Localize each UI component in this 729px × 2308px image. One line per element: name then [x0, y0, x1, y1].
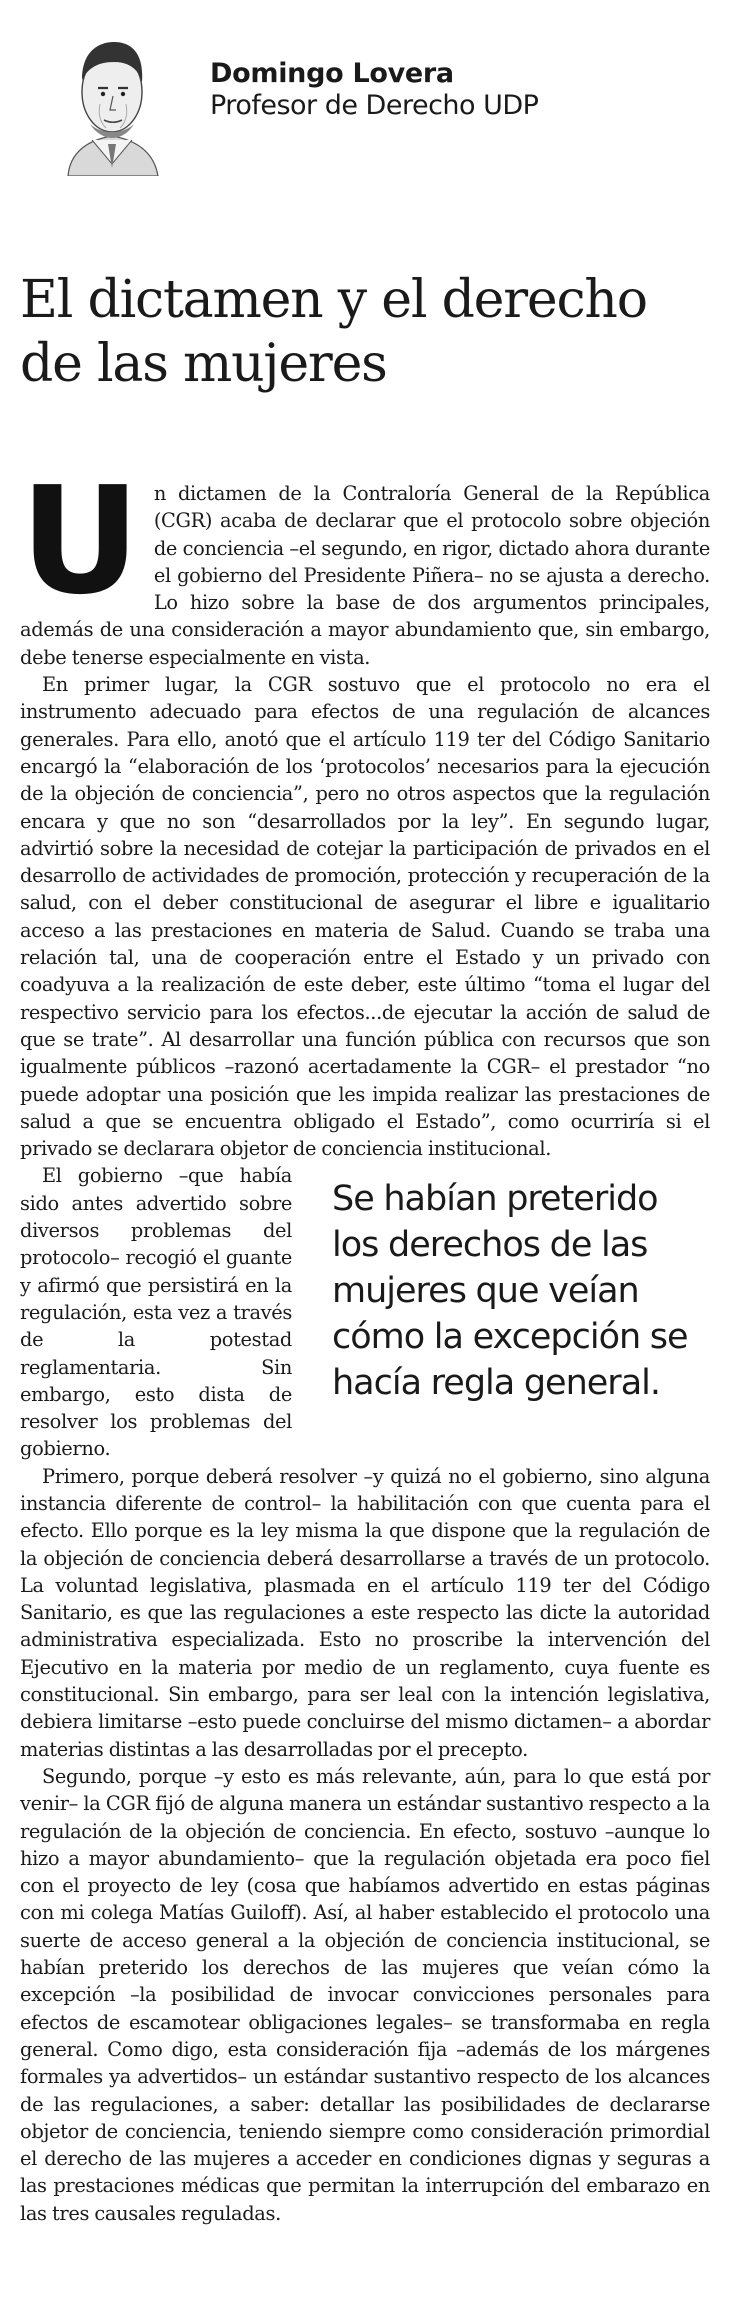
paragraph-3-text: El gobierno –que había sido antes advertido sobre diversos problemas del protocolo– recogió el guante y afirmó que persistirá en la regulación, esta vez a través de la potestad reglamentaria. Sin embargo, esto dista de resolver los problemas del gobierno.	[20, 1164, 292, 1461]
author-role: Profesor de Derecho UDP	[210, 90, 539, 121]
author-block	[30, 28, 710, 178]
pull-quote-line: cómo la excepción se	[332, 1317, 688, 1358]
headline-line-1: El dictamen y el derecho	[20, 270, 647, 330]
pull-quote	[310, 1170, 710, 1446]
pull-quote-line: mujeres que veían	[332, 1271, 639, 1312]
drop-cap: U	[20, 455, 140, 627]
author-portrait	[30, 28, 195, 176]
pull-quote-line: los derechos de las	[332, 1225, 648, 1266]
article-body	[20, 455, 710, 2227]
article-headline	[20, 268, 710, 396]
paragraph-3	[20, 1162, 710, 1462]
author-name: Domingo Lovera	[210, 58, 454, 89]
paragraph-5: Segundo, porque –y esto es más relevante, aún, para lo que está por venir– la CGR fijó de alguna manera un estándar sustantivo respecto a la regulación de la objeción de conciencia. En efecto, sostuvo –aunque lo hizo a mayor abundamiento– que la regulación objetada era poco fiel con el proyecto de ley (cosa que habíamos advertido en estas páginas con mi colega Matías Guiloff). Así, al haber establecido el protocolo una suerte de acceso general a la objeción de conciencia institucional, se habían preterido los derechos de las mujeres que veían cómo la excepción –la posibilidad de invocar convicciones personales para efectos de escamotear obligaciones legales– se transformaba en regla general. Como digo, esta consideración fija –además de los márgenes formales ya advertidos– un estándar sustantivo respecto de los alcances de las regulaciones, a saber: detallar las posibilidades de declararse objetor de conciencia, teniendo siempre como consideración primordial el derecho de las mujeres a acceder en condiciones dignas y seguras a las prestaciones médicas que permitan la interrupción del embarazo en las tres causales reguladas.	[20, 1764, 710, 2225]
paragraph-2: En primer lugar, la CGR sostuvo que el protocolo no era el instrumento adecuado para efectos de una regulación de alcances generales. Para ello, anotó que el artículo 119 ter del Código Sanitario encargó la “elaboración de los ‘protocolos’ necesarios para la ejecución de la objeción de conciencia”, pero no otros aspectos que la regulación encara y que no son “desarrollados por la ley”. En segundo lugar, advirtió sobre la necesidad de cotejar la participación de privados en el desarrollo de actividades de promoción, protección y recuperación de la salud, con el deber constitucional de asegurar el libre e igualitario acceso a las prestaciones en materia de Salud. Cuando se traba una relación tal, una de cooperación entre el Estado y un privado con coadyuva a la realización de este deber, este último “toma el lugar del respectivo servicio para los efectos...de ejecutar la acción de salud de que se trate”. Al desarrollar una función pública con recursos que son igualmente públicos –razonó acertadamente la CGR– el prestador “no puede adoptar una posición que les impida realizar las prestaciones de salud a que se encuentra obligado el Estado”, como ocurriría si el privado se declarara objetor de conciencia institucional.	[20, 673, 710, 1161]
headline-line-2: de las mujeres	[20, 334, 387, 394]
paragraph-4: Primero, porque deberá resolver –y quizá no el gobierno, sino alguna instancia diferente de control– la habilitación con que cuenta para el efecto. Ello porque es la ley misma la que dispone que la regulación de la objeción de conciencia deberá desarrollarse a través de un protocolo. La voluntad legislativa, plasmada en el artículo 119 ter del Código Sanitario, es que las regulaciones a este respecto las dicte la autoridad administrativa especializada. Esto no proscribe la intervención del Ejecutivo en la materia por medio de un reglamento, cuya fuente es constitucional. Sin embargo, para ser leal con la intención legislativa, debiera limitarse –esto puede concluirse del mismo dictamen– a abordar materias distintas a las desarrolladas por el precepto.	[20, 1464, 710, 1761]
paragraph-1	[20, 455, 710, 671]
pull-quote-line: Se habían preterido	[332, 1179, 658, 1220]
paragraph-1-text: n dictamen de la Contraloría General de la República (CGR) acaba de declarar que el protocolo sobre objeción de conciencia –el segundo, en rigor, dictado ahora durante el gobierno del Presidente Piñera– no se ajusta a derecho. Lo hizo sobre la base de dos argumentos principales, además de una consideración a mayor abundamiento que, sin embargo, debe tenerse especialmente en vista.	[20, 482, 710, 669]
pull-quote-line: hacía regla general.	[332, 1363, 660, 1404]
